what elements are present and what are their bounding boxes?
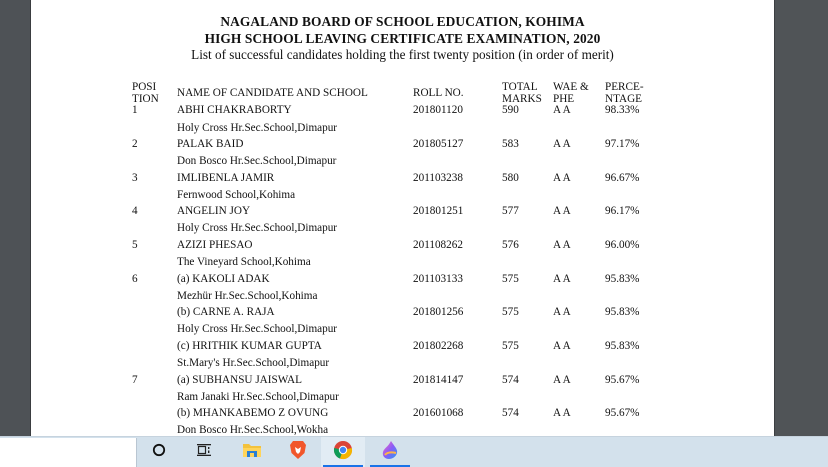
row-wae: A A <box>553 273 571 285</box>
viewer-right-background <box>774 0 828 436</box>
row-wae: A A <box>553 306 571 318</box>
row-position: 3 <box>132 172 138 184</box>
row-wae: A A <box>553 172 571 184</box>
row-name: ANGELIN JOY <box>177 205 251 217</box>
row-total: 575 <box>502 340 519 352</box>
header-percentage <box>605 81 644 105</box>
title-exam: HIGH SCHOOL LEAVING CERTIFICATE EXAMINATION, 2020 <box>204 31 601 46</box>
row-percentage: 95.67% <box>605 407 640 419</box>
taskbar-brave-button[interactable] <box>276 437 320 467</box>
task-view-icon <box>196 443 212 462</box>
row-roll: 201801256 <box>413 306 464 318</box>
row-roll: 201805127 <box>413 138 464 150</box>
row-school: Ram Janaki Hr.Sec.School,Dimapur <box>177 391 339 403</box>
row-percentage: 96.17% <box>605 205 640 217</box>
row-wae: A A <box>553 239 571 251</box>
row-total: 574 <box>502 407 519 419</box>
row-school: Holy Cross Hr.Sec.School,Dimapur <box>177 323 338 335</box>
header-pct-line2: NTAGE <box>605 93 643 105</box>
row-total: 574 <box>502 374 519 386</box>
row-name: (b) CARNE A. RAJA <box>177 306 275 318</box>
row-total: 583 <box>502 138 519 150</box>
row-roll: 201801120 <box>413 104 463 116</box>
row-percentage: 95.83% <box>605 273 640 285</box>
header-roll: ROLL NO. <box>413 87 464 99</box>
row-roll: 201108262 <box>413 239 463 251</box>
row-percentage: 95.67% <box>605 374 640 386</box>
header-position-line2: TION <box>132 93 159 105</box>
viewer-left-background <box>0 0 31 436</box>
row-school: The Vineyard School,Kohima <box>177 256 311 268</box>
row-wae: A A <box>553 374 571 386</box>
row-name: IMLIBENLA JAMIR <box>177 172 275 184</box>
row-roll: 201601068 <box>413 407 464 419</box>
pdf-page <box>31 0 774 436</box>
row-school: Fernwood School,Kohima <box>177 189 296 201</box>
row-name: (a) SUBHANSU JAISWAL <box>177 374 302 386</box>
row-percentage: 95.83% <box>605 340 640 352</box>
row-position: 6 <box>132 273 138 285</box>
header-name: NAME OF CANDIDATE AND SCHOOL <box>177 87 368 99</box>
row-position: 1 <box>132 104 138 116</box>
row-percentage: 96.67% <box>605 172 640 184</box>
row-total: 590 <box>502 104 519 116</box>
row-roll: 201103238 <box>413 172 463 184</box>
header-wae <box>553 81 589 105</box>
header-position <box>132 81 159 105</box>
row-percentage: 98.33% <box>605 104 640 116</box>
taskbar-file-explorer-button[interactable] <box>230 437 274 467</box>
row-school: Don Bosco Hr.Sec.School,Dimapur <box>177 155 337 167</box>
row-total: 576 <box>502 239 519 251</box>
row-name: ABHI CHAKRABORTY <box>177 104 292 116</box>
row-name: (a) KAKOLI ADAK <box>177 273 270 285</box>
row-wae: A A <box>553 138 571 150</box>
row-percentage: 97.17% <box>605 138 640 150</box>
row-position: 2 <box>132 138 138 150</box>
taskbar-task-view-button[interactable] <box>182 437 226 467</box>
row-position: 4 <box>132 205 138 217</box>
row-wae: A A <box>553 205 571 217</box>
title-board: NAGALAND BOARD OF SCHOOL EDUCATION, KOHIMA <box>220 14 585 29</box>
taskbar-cortana-button[interactable] <box>137 437 181 467</box>
subtitle: List of successful candidates holding the first twenty position (in order of merit) <box>191 47 614 62</box>
row-wae: A A <box>553 104 571 116</box>
header-position-line1: POSI <box>132 81 157 93</box>
row-total: 577 <box>502 205 519 217</box>
row-total: 575 <box>502 273 519 285</box>
row-percentage: 95.83% <box>605 306 640 318</box>
row-school: Don Bosco Hr.Sec.School,Wokha <box>177 424 329 436</box>
row-wae: A A <box>553 340 571 352</box>
header-total-line1: TOTAL <box>502 81 538 93</box>
row-school: Holy Cross Hr.Sec.School,Dimapur <box>177 222 338 234</box>
row-school: St.Mary's Hr.Sec.School,Dimapur <box>177 357 330 369</box>
header-wae-line2: PHE <box>553 93 575 105</box>
row-total: 580 <box>502 172 519 184</box>
row-roll: 201802268 <box>413 340 464 352</box>
header-total <box>502 81 542 105</box>
brave-lion-icon <box>289 440 307 465</box>
row-total: 575 <box>502 306 519 318</box>
circle-icon <box>152 443 166 462</box>
header-wae-line1: WAE & <box>553 81 589 93</box>
row-name: AZIZI PHESAO <box>177 239 253 251</box>
row-wae: A A <box>553 407 571 419</box>
row-school: Holy Cross Hr.Sec.School,Dimapur <box>177 122 338 134</box>
row-roll: 201801251 <box>413 205 464 217</box>
chrome-icon <box>333 440 353 465</box>
row-roll: 201814147 <box>413 374 464 386</box>
droplet-app-icon <box>380 440 400 465</box>
folder-icon <box>242 442 262 463</box>
row-roll: 201103133 <box>413 273 463 285</box>
row-name: (b) MHANKABEMO Z OVUNG <box>177 407 329 419</box>
row-name: (c) HRITHIK KUMAR GUPTA <box>177 340 322 352</box>
row-name: PALAK BAID <box>177 138 244 150</box>
taskbar-app-button[interactable] <box>368 437 412 467</box>
row-position: 7 <box>132 374 138 386</box>
taskbar-search-box[interactable] <box>0 438 137 467</box>
row-percentage: 96.00% <box>605 239 640 251</box>
row-school: Mezhür Hr.Sec.School,Kohima <box>177 290 318 302</box>
row-position: 5 <box>132 239 138 251</box>
header-pct-line1: PERCE- <box>605 81 644 93</box>
taskbar-chrome-button[interactable] <box>321 437 365 467</box>
header-total-line2: MARKS <box>502 93 542 105</box>
taskbar <box>0 436 828 467</box>
